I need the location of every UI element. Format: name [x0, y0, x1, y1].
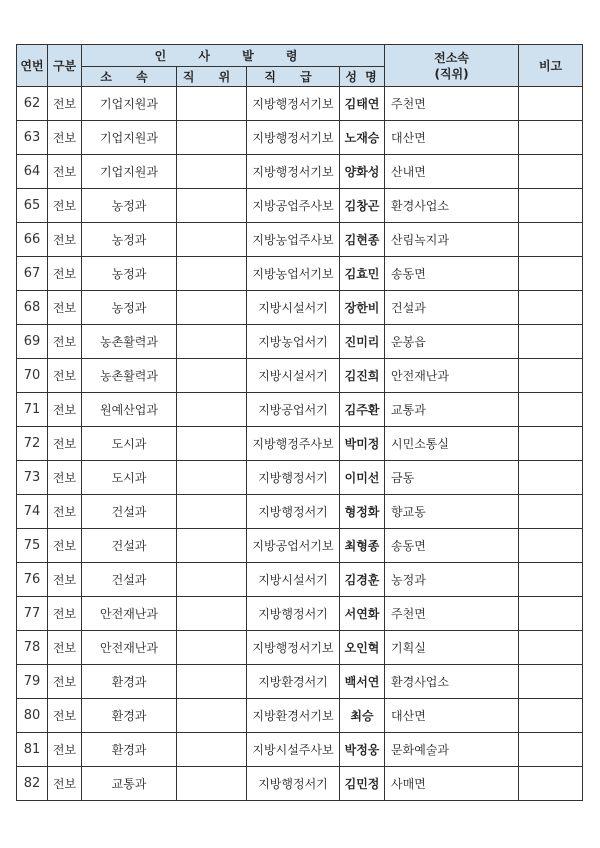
cell-grade: 지방농업서기보: [247, 257, 340, 291]
table-row: [17, 121, 583, 155]
cell-name: 최승: [340, 699, 385, 733]
cell-dept: 환경과: [82, 665, 177, 699]
cell-no: 75: [17, 529, 48, 563]
cell-dept: 안전재난과: [82, 631, 177, 665]
cell-dept: 농정과: [82, 291, 177, 325]
cell-type: 전보: [48, 291, 82, 325]
cell-dept: 농촌활력과: [82, 359, 177, 393]
cell-position: [177, 87, 247, 121]
cell-name: 김태연: [340, 87, 385, 121]
cell-name: 오인혁: [340, 631, 385, 665]
cell-previous-dept: 시민소통실: [385, 427, 519, 461]
cell-name: 백서연: [340, 665, 385, 699]
cell-type: 전보: [48, 257, 82, 291]
cell-grade: 지방환경서기보: [247, 699, 340, 733]
table-row: [17, 665, 583, 699]
cell-name: 김창곤: [340, 189, 385, 223]
cell-dept: 농정과: [82, 257, 177, 291]
cell-name: 박정웅: [340, 733, 385, 767]
cell-note: [519, 665, 583, 699]
cell-note: [519, 257, 583, 291]
cell-position: [177, 631, 247, 665]
cell-previous-dept: 문화예술과: [385, 733, 519, 767]
cell-name: 김주환: [340, 393, 385, 427]
cell-grade: 지방행정서기: [247, 495, 340, 529]
cell-previous-dept: 건설과: [385, 291, 519, 325]
cell-name: 진미리: [340, 325, 385, 359]
cell-previous-dept: 대산면: [385, 121, 519, 155]
cell-note: [519, 631, 583, 665]
cell-previous-dept: 환경사업소: [385, 189, 519, 223]
table-row: [17, 87, 583, 121]
cell-note: [519, 121, 583, 155]
cell-note: [519, 733, 583, 767]
table-row: [17, 325, 583, 359]
cell-grade: 지방행정서기보: [247, 87, 340, 121]
cell-type: 전보: [48, 189, 82, 223]
table-row: [17, 495, 583, 529]
header-dept: 소 속: [82, 67, 177, 87]
cell-name: 이미선: [340, 461, 385, 495]
cell-no: 69: [17, 325, 48, 359]
cell-no: 73: [17, 461, 48, 495]
cell-type: 전보: [48, 631, 82, 665]
cell-grade: 지방행정서기보: [247, 155, 340, 189]
cell-dept: 건설과: [82, 495, 177, 529]
cell-dept: 기업지원과: [82, 87, 177, 121]
header-previous-dept-line1: 전소속: [434, 50, 469, 65]
cell-grade: 지방공업서기: [247, 393, 340, 427]
table-row: [17, 291, 583, 325]
cell-no: 62: [17, 87, 48, 121]
cell-position: [177, 529, 247, 563]
cell-position: [177, 189, 247, 223]
cell-type: 전보: [48, 87, 82, 121]
cell-position: [177, 563, 247, 597]
cell-note: [519, 529, 583, 563]
cell-name: 양화성: [340, 155, 385, 189]
cell-note: [519, 563, 583, 597]
cell-type: 전보: [48, 427, 82, 461]
cell-note: [519, 427, 583, 461]
cell-position: [177, 291, 247, 325]
cell-name: 김민정: [340, 767, 385, 801]
header-name: 성 명: [340, 67, 385, 87]
cell-no: 63: [17, 121, 48, 155]
cell-no: 67: [17, 257, 48, 291]
cell-previous-dept: 금동: [385, 461, 519, 495]
cell-type: 전보: [48, 597, 82, 631]
cell-no: 79: [17, 665, 48, 699]
cell-type: 전보: [48, 121, 82, 155]
cell-no: 82: [17, 767, 48, 801]
cell-grade: 지방시설서기: [247, 359, 340, 393]
cell-position: [177, 427, 247, 461]
cell-name: 김현종: [340, 223, 385, 257]
cell-previous-dept: 안전재난과: [385, 359, 519, 393]
cell-dept: 원예산업과: [82, 393, 177, 427]
cell-grade: 지방시설주사보: [247, 733, 340, 767]
cell-type: 전보: [48, 155, 82, 189]
cell-no: 76: [17, 563, 48, 597]
table-row: [17, 155, 583, 189]
table-row: [17, 563, 583, 597]
cell-grade: 지방행정서기보: [247, 631, 340, 665]
cell-no: 66: [17, 223, 48, 257]
cell-note: [519, 87, 583, 121]
cell-no: 72: [17, 427, 48, 461]
cell-grade: 지방행정주사보: [247, 427, 340, 461]
cell-name: 형정화: [340, 495, 385, 529]
cell-type: 전보: [48, 359, 82, 393]
table-row: [17, 359, 583, 393]
cell-note: [519, 359, 583, 393]
cell-previous-dept: 환경사업소: [385, 665, 519, 699]
cell-previous-dept: 주천면: [385, 597, 519, 631]
cell-position: [177, 325, 247, 359]
cell-note: [519, 767, 583, 801]
table-header: [17, 45, 583, 87]
table-row: [17, 461, 583, 495]
cell-name: 최형종: [340, 529, 385, 563]
table-row: [17, 767, 583, 801]
cell-grade: 지방공업주사보: [247, 189, 340, 223]
table-row: [17, 631, 583, 665]
cell-dept: 도시과: [82, 427, 177, 461]
cell-grade: 지방농업서기: [247, 325, 340, 359]
table-row: [17, 257, 583, 291]
cell-note: [519, 393, 583, 427]
cell-type: 전보: [48, 223, 82, 257]
cell-grade: 지방행정서기: [247, 597, 340, 631]
cell-note: [519, 155, 583, 189]
cell-type: 전보: [48, 393, 82, 427]
cell-no: 65: [17, 189, 48, 223]
cell-note: [519, 291, 583, 325]
cell-grade: 지방공업서기보: [247, 529, 340, 563]
cell-dept: 건설과: [82, 529, 177, 563]
cell-no: 64: [17, 155, 48, 189]
personnel-table: [16, 44, 583, 801]
cell-type: 전보: [48, 767, 82, 801]
table-row: [17, 529, 583, 563]
cell-no: 77: [17, 597, 48, 631]
cell-no: 71: [17, 393, 48, 427]
cell-type: 전보: [48, 325, 82, 359]
cell-dept: 교통과: [82, 767, 177, 801]
header-appointment-group: 인 사 발 령: [82, 45, 385, 67]
cell-dept: 기업지원과: [82, 121, 177, 155]
cell-previous-dept: 사매면: [385, 767, 519, 801]
cell-no: 68: [17, 291, 48, 325]
cell-type: 전보: [48, 733, 82, 767]
cell-dept: 도시과: [82, 461, 177, 495]
header-previous-dept-line2: (직위): [434, 66, 469, 81]
table-row: [17, 699, 583, 733]
cell-dept: 기업지원과: [82, 155, 177, 189]
cell-name: 김진희: [340, 359, 385, 393]
cell-note: [519, 699, 583, 733]
cell-dept: 농정과: [82, 189, 177, 223]
cell-position: [177, 597, 247, 631]
cell-previous-dept: 송동면: [385, 257, 519, 291]
cell-position: [177, 767, 247, 801]
cell-position: [177, 665, 247, 699]
cell-dept: 건설과: [82, 563, 177, 597]
header-position: 직 위: [177, 67, 247, 87]
cell-note: [519, 223, 583, 257]
table-row: [17, 189, 583, 223]
cell-dept: 환경과: [82, 699, 177, 733]
cell-position: [177, 121, 247, 155]
cell-position: [177, 155, 247, 189]
header-previous-dept: [385, 45, 519, 87]
cell-previous-dept: 산내면: [385, 155, 519, 189]
cell-no: 81: [17, 733, 48, 767]
header-no: 연번: [17, 45, 48, 87]
cell-type: 전보: [48, 563, 82, 597]
cell-position: [177, 257, 247, 291]
cell-grade: 지방시설서기: [247, 291, 340, 325]
cell-position: [177, 359, 247, 393]
header-grade: 직 급: [247, 67, 340, 87]
cell-position: [177, 223, 247, 257]
table-row: [17, 427, 583, 461]
cell-no: 78: [17, 631, 48, 665]
cell-position: [177, 495, 247, 529]
cell-name: 김효민: [340, 257, 385, 291]
cell-previous-dept: 산림녹지과: [385, 223, 519, 257]
cell-previous-dept: 대산면: [385, 699, 519, 733]
table-row: [17, 223, 583, 257]
cell-previous-dept: 농정과: [385, 563, 519, 597]
cell-no: 70: [17, 359, 48, 393]
table-body: [17, 87, 583, 801]
cell-previous-dept: 주천면: [385, 87, 519, 121]
cell-dept: 농촌활력과: [82, 325, 177, 359]
cell-previous-dept: 향교동: [385, 495, 519, 529]
table-row: [17, 733, 583, 767]
cell-type: 전보: [48, 461, 82, 495]
cell-no: 80: [17, 699, 48, 733]
cell-no: 74: [17, 495, 48, 529]
cell-note: [519, 495, 583, 529]
cell-previous-dept: 운봉읍: [385, 325, 519, 359]
cell-note: [519, 325, 583, 359]
cell-grade: 지방행정서기보: [247, 121, 340, 155]
cell-type: 전보: [48, 665, 82, 699]
cell-dept: 농정과: [82, 223, 177, 257]
cell-position: [177, 733, 247, 767]
cell-grade: 지방농업주사보: [247, 223, 340, 257]
cell-previous-dept: 송동면: [385, 529, 519, 563]
header-note: 비고: [519, 45, 583, 87]
cell-type: 전보: [48, 529, 82, 563]
cell-name: 서연화: [340, 597, 385, 631]
cell-name: 장한비: [340, 291, 385, 325]
cell-position: [177, 461, 247, 495]
cell-note: [519, 597, 583, 631]
cell-previous-dept: 기획실: [385, 631, 519, 665]
cell-name: 노재승: [340, 121, 385, 155]
table-row: [17, 597, 583, 631]
cell-grade: 지방환경서기: [247, 665, 340, 699]
cell-name: 김경훈: [340, 563, 385, 597]
cell-grade: 지방행정서기: [247, 767, 340, 801]
cell-grade: 지방행정서기: [247, 461, 340, 495]
cell-previous-dept: 교통과: [385, 393, 519, 427]
cell-note: [519, 189, 583, 223]
cell-position: [177, 699, 247, 733]
table-row: [17, 393, 583, 427]
cell-dept: 안전재난과: [82, 597, 177, 631]
header-type: 구분: [48, 45, 82, 87]
cell-position: [177, 393, 247, 427]
personnel-table-sheet: [16, 44, 582, 801]
cell-type: 전보: [48, 495, 82, 529]
cell-note: [519, 461, 583, 495]
cell-dept: 환경과: [82, 733, 177, 767]
cell-type: 전보: [48, 699, 82, 733]
cell-name: 박미정: [340, 427, 385, 461]
cell-grade: 지방시설서기: [247, 563, 340, 597]
